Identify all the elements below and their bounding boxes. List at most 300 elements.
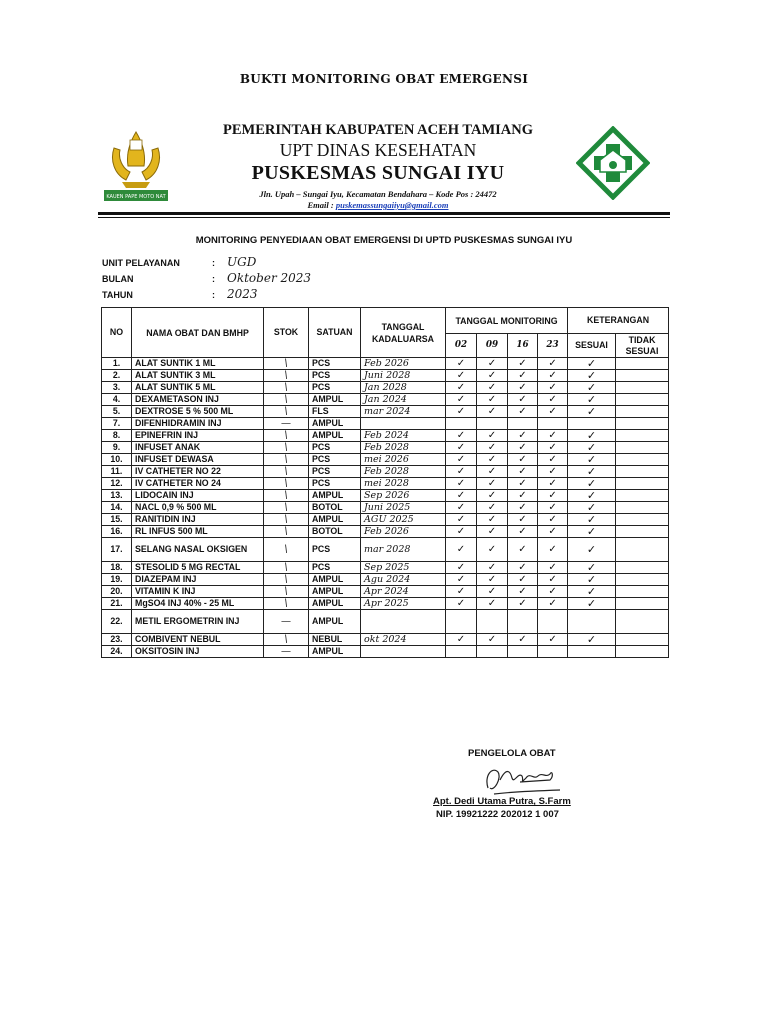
row-check-day1: ✓ <box>446 538 477 562</box>
row-no: 13. <box>102 490 132 502</box>
row-check-day1: ✓ <box>446 430 477 442</box>
row-check-day2: ✓ <box>477 490 508 502</box>
row-check-day3: ✓ <box>508 478 538 490</box>
row-satuan: PCS <box>309 358 361 370</box>
row-satuan: PCS <box>309 478 361 490</box>
email-link[interactable]: puskemassungaiiyu@gmail.com <box>335 200 449 210</box>
row-check-day2: ✓ <box>477 370 508 382</box>
tahun-label: TAHUN <box>102 290 133 300</box>
row-check-day3: ✓ <box>508 586 538 598</box>
row-expiry: Juni 2025 <box>361 502 446 514</box>
row-check-day1: ✓ <box>446 478 477 490</box>
letterhead-rule-thin <box>98 217 670 218</box>
row-expiry <box>361 646 446 658</box>
row-satuan: AMPUL <box>309 430 361 442</box>
row-sesuai: ✓ <box>568 382 616 394</box>
table-row <box>102 382 669 394</box>
row-check-day3 <box>508 418 538 430</box>
row-nama: ALAT SUNTIK 5 ML <box>132 382 264 394</box>
row-check-day3 <box>508 646 538 658</box>
row-stok: \ <box>264 586 309 598</box>
row-check-day1: ✓ <box>446 574 477 586</box>
row-check-day1 <box>446 646 477 658</box>
row-sesuai: ✓ <box>568 586 616 598</box>
row-tidak-sesuai <box>616 394 669 406</box>
header-day-1: 02 <box>446 334 477 358</box>
row-nama: DEXTROSE 5 % 500 ML <box>132 406 264 418</box>
row-expiry: Apr 2024 <box>361 586 446 598</box>
row-sesuai: ✓ <box>568 514 616 526</box>
bulan-label: BULAN <box>102 274 134 284</box>
row-no: 15. <box>102 514 132 526</box>
row-stok: \ <box>264 490 309 502</box>
row-tidak-sesuai <box>616 418 669 430</box>
letterhead-rule-thick <box>98 212 670 215</box>
row-expiry: Jan 2024 <box>361 394 446 406</box>
table-row <box>102 394 669 406</box>
row-expiry: Sep 2026 <box>361 490 446 502</box>
row-nama: RANITIDIN INJ <box>132 514 264 526</box>
table-row <box>102 466 669 478</box>
row-check-day4: ✓ <box>538 406 568 418</box>
table-row <box>102 358 669 370</box>
row-check-day3: ✓ <box>508 406 538 418</box>
row-check-day4 <box>538 610 568 634</box>
row-no: 12. <box>102 478 132 490</box>
row-tidak-sesuai <box>616 538 669 562</box>
row-sesuai: ✓ <box>568 430 616 442</box>
row-sesuai: ✓ <box>568 466 616 478</box>
letterhead-line1: PEMERINTAH KABUPATEN ACEH TAMIANG <box>222 122 534 138</box>
row-stok: — <box>264 418 309 430</box>
row-tidak-sesuai <box>616 646 669 658</box>
row-check-day2: ✓ <box>477 394 508 406</box>
row-tidak-sesuai <box>616 526 669 538</box>
row-sesuai: ✓ <box>568 598 616 610</box>
row-check-day4: ✓ <box>538 526 568 538</box>
row-check-day4: ✓ <box>538 382 568 394</box>
row-sesuai: ✓ <box>568 562 616 574</box>
row-tidak-sesuai <box>616 502 669 514</box>
row-check-day2 <box>477 646 508 658</box>
monitoring-table <box>101 307 669 658</box>
row-satuan: PCS <box>309 538 361 562</box>
signature-nip: NIP. 19921222 202012 1 007 <box>436 809 559 820</box>
row-expiry: mei 2026 <box>361 454 446 466</box>
row-check-day4: ✓ <box>538 358 568 370</box>
row-check-day3: ✓ <box>508 370 538 382</box>
tahun-colon: : <box>212 290 215 300</box>
row-check-day2 <box>477 610 508 634</box>
row-no: 21. <box>102 598 132 610</box>
header-day-3: 16 <box>508 334 538 358</box>
row-check-day2: ✓ <box>477 634 508 646</box>
row-satuan: PCS <box>309 562 361 574</box>
row-check-day2: ✓ <box>477 598 508 610</box>
row-stok: \ <box>264 478 309 490</box>
row-check-day1: ✓ <box>446 490 477 502</box>
row-stok: \ <box>264 406 309 418</box>
bulan-colon: : <box>212 274 215 284</box>
row-expiry: Apr 2025 <box>361 598 446 610</box>
letterhead <box>98 104 670 214</box>
row-stok: \ <box>264 514 309 526</box>
row-check-day4 <box>538 646 568 658</box>
header-keterangan: KETERANGAN <box>568 308 669 334</box>
header-stok: STOK <box>264 308 309 358</box>
row-check-day1: ✓ <box>446 526 477 538</box>
row-no: 9. <box>102 442 132 454</box>
row-check-day4: ✓ <box>538 466 568 478</box>
header-sesuai: SESUAI <box>568 334 616 358</box>
row-satuan: PCS <box>309 466 361 478</box>
table-row <box>102 406 669 418</box>
row-no: 22. <box>102 610 132 634</box>
row-expiry: Feb 2026 <box>361 358 446 370</box>
row-check-day2: ✓ <box>477 502 508 514</box>
table-row <box>102 538 669 562</box>
row-no: 23. <box>102 634 132 646</box>
row-check-day4: ✓ <box>538 634 568 646</box>
row-nama: NACL 0,9 % 500 ML <box>132 502 264 514</box>
row-check-day1 <box>446 418 477 430</box>
row-stok: \ <box>264 526 309 538</box>
row-stok: \ <box>264 562 309 574</box>
row-expiry: Agu 2024 <box>361 574 446 586</box>
letterhead-line3: PUSKESMAS SUNGAI IYU <box>251 162 505 184</box>
row-no: 17. <box>102 538 132 562</box>
email-label: Email : <box>307 200 336 210</box>
table-row <box>102 478 669 490</box>
header-tanggal-monitoring: TANGGAL MONITORING <box>446 308 568 334</box>
row-stok: \ <box>264 574 309 586</box>
row-sesuai: ✓ <box>568 526 616 538</box>
row-satuan: FLS <box>309 406 361 418</box>
row-check-day4: ✓ <box>538 430 568 442</box>
row-check-day3: ✓ <box>508 454 538 466</box>
row-check-day3: ✓ <box>508 382 538 394</box>
row-nama: SELANG NASAL OKSIGEN <box>132 538 264 562</box>
table-row <box>102 646 669 658</box>
row-tidak-sesuai <box>616 454 669 466</box>
row-check-day2: ✓ <box>477 454 508 466</box>
row-sesuai: ✓ <box>568 370 616 382</box>
row-sesuai: ✓ <box>568 538 616 562</box>
table-row <box>102 442 669 454</box>
row-check-day4: ✓ <box>538 574 568 586</box>
table-row <box>102 610 669 634</box>
row-stok: \ <box>264 430 309 442</box>
row-check-day3: ✓ <box>508 574 538 586</box>
table-row <box>102 454 669 466</box>
row-expiry: Feb 2026 <box>361 526 446 538</box>
row-check-day2: ✓ <box>477 442 508 454</box>
row-check-day3: ✓ <box>508 538 538 562</box>
row-nama: OKSITOSIN INJ <box>132 646 264 658</box>
row-stok: \ <box>264 370 309 382</box>
signature-name: Apt. Dedi Utama Putra, S.Farm <box>433 796 571 807</box>
row-sesuai: ✓ <box>568 634 616 646</box>
letterhead-line2: UPT DINAS KESEHATAN <box>279 140 477 160</box>
row-check-day1: ✓ <box>446 634 477 646</box>
row-expiry: Feb 2024 <box>361 430 446 442</box>
row-check-day3: ✓ <box>508 502 538 514</box>
header-day-2: 09 <box>477 334 508 358</box>
row-no: 16. <box>102 526 132 538</box>
row-check-day2: ✓ <box>477 406 508 418</box>
row-tidak-sesuai <box>616 430 669 442</box>
form-subtitle: MONITORING PENYEDIAAN OBAT EMERGENSI DI UPTD PUSKESMAS SUNGAI IYU <box>195 235 573 246</box>
row-check-day3: ✓ <box>508 442 538 454</box>
row-check-day2: ✓ <box>477 466 508 478</box>
table-row <box>102 430 669 442</box>
row-check-day4: ✓ <box>538 514 568 526</box>
row-expiry: Feb 2028 <box>361 442 446 454</box>
row-check-day3: ✓ <box>508 394 538 406</box>
row-check-day2: ✓ <box>477 382 508 394</box>
row-nama: STESOLID 5 MG RECTAL <box>132 562 264 574</box>
row-check-day4: ✓ <box>538 370 568 382</box>
row-stok: \ <box>264 634 309 646</box>
row-satuan: AMPUL <box>309 514 361 526</box>
row-check-day1: ✓ <box>446 466 477 478</box>
row-stok: — <box>264 646 309 658</box>
row-satuan: NEBUL <box>309 634 361 646</box>
row-nama: EPINEFRIN INJ <box>132 430 264 442</box>
row-check-day2: ✓ <box>477 574 508 586</box>
row-check-day3: ✓ <box>508 430 538 442</box>
row-check-day4 <box>538 418 568 430</box>
table-row <box>102 562 669 574</box>
row-check-day1: ✓ <box>446 394 477 406</box>
row-no: 5. <box>102 406 132 418</box>
row-sesuai: ✓ <box>568 394 616 406</box>
header-tanggal-kadaluarsa: TANGGAL KADALUARSA <box>361 308 446 358</box>
row-stok: \ <box>264 454 309 466</box>
row-check-day3 <box>508 610 538 634</box>
row-sesuai: ✓ <box>568 454 616 466</box>
document-title: BUKTI MONITORING OBAT EMERGENSI <box>239 72 529 86</box>
row-check-day4: ✓ <box>538 598 568 610</box>
row-expiry: Feb 2028 <box>361 466 446 478</box>
row-nama: IV CATHETER NO 22 <box>132 466 264 478</box>
row-tidak-sesuai <box>616 634 669 646</box>
row-nama: DIFENHIDRAMIN INJ <box>132 418 264 430</box>
row-check-day1: ✓ <box>446 514 477 526</box>
row-no: 1. <box>102 358 132 370</box>
row-satuan: AMPUL <box>309 394 361 406</box>
row-nama: LIDOCAIN INJ <box>132 490 264 502</box>
row-check-day1: ✓ <box>446 358 477 370</box>
signature-title: PENGELOLA OBAT <box>468 748 556 759</box>
row-sesuai: ✓ <box>568 478 616 490</box>
row-no: 14. <box>102 502 132 514</box>
row-check-day3: ✓ <box>508 490 538 502</box>
table-row <box>102 574 669 586</box>
row-check-day1: ✓ <box>446 406 477 418</box>
row-stok: \ <box>264 538 309 562</box>
header-nama: NAMA OBAT DAN BMHP <box>132 308 264 358</box>
row-satuan: PCS <box>309 442 361 454</box>
row-no: 24. <box>102 646 132 658</box>
row-sesuai <box>568 418 616 430</box>
unit-value: UGD <box>227 255 257 269</box>
row-check-day4: ✓ <box>538 478 568 490</box>
row-nama: ALAT SUNTIK 3 ML <box>132 370 264 382</box>
row-no: 10. <box>102 454 132 466</box>
row-check-day4: ✓ <box>538 502 568 514</box>
row-expiry: okt 2024 <box>361 634 446 646</box>
table-row <box>102 598 669 610</box>
row-nama: DIAZEPAM INJ <box>132 574 264 586</box>
row-satuan: AMPUL <box>309 574 361 586</box>
row-stok: \ <box>264 382 309 394</box>
row-check-day2: ✓ <box>477 514 508 526</box>
row-check-day2: ✓ <box>477 478 508 490</box>
header-day-4: 23 <box>538 334 568 358</box>
table-row <box>102 514 669 526</box>
row-no: 3. <box>102 382 132 394</box>
row-check-day3: ✓ <box>508 562 538 574</box>
row-check-day3: ✓ <box>508 358 538 370</box>
row-check-day4: ✓ <box>538 454 568 466</box>
row-check-day2: ✓ <box>477 358 508 370</box>
row-no: 20. <box>102 586 132 598</box>
row-sesuai: ✓ <box>568 502 616 514</box>
row-no: 4. <box>102 394 132 406</box>
row-check-day2 <box>477 418 508 430</box>
table-row <box>102 586 669 598</box>
puskesmas-green-cross-icon <box>576 126 650 200</box>
letterhead-email-line <box>178 200 578 210</box>
row-check-day4: ✓ <box>538 562 568 574</box>
row-expiry <box>361 610 446 634</box>
row-nama: METIL ERGOMETRIN INJ <box>132 610 264 634</box>
row-satuan: PCS <box>309 382 361 394</box>
row-check-day2: ✓ <box>477 586 508 598</box>
row-sesuai <box>568 646 616 658</box>
row-expiry: Jan 2028 <box>361 382 446 394</box>
row-no: 19. <box>102 574 132 586</box>
unit-label: UNIT PELAYANAN <box>102 258 180 268</box>
row-stok: \ <box>264 598 309 610</box>
row-satuan: PCS <box>309 370 361 382</box>
row-check-day2: ✓ <box>477 538 508 562</box>
header-tidak-sesuai: TIDAK SESUAI <box>616 334 669 358</box>
row-tidak-sesuai <box>616 586 669 598</box>
row-tidak-sesuai <box>616 370 669 382</box>
row-tidak-sesuai <box>616 610 669 634</box>
row-expiry <box>361 418 446 430</box>
row-satuan: AMPUL <box>309 646 361 658</box>
row-check-day2: ✓ <box>477 562 508 574</box>
row-stok: — <box>264 610 309 634</box>
table-row <box>102 418 669 430</box>
tahun-value: 2023 <box>227 287 258 301</box>
row-expiry: AGU 2025 <box>361 514 446 526</box>
row-check-day1: ✓ <box>446 586 477 598</box>
row-expiry: Sep 2025 <box>361 562 446 574</box>
row-expiry: Juni 2028 <box>361 370 446 382</box>
row-expiry: mei 2028 <box>361 478 446 490</box>
row-stok: \ <box>264 502 309 514</box>
row-satuan: AMPUL <box>309 586 361 598</box>
row-check-day2: ✓ <box>477 526 508 538</box>
row-satuan: AMPUL <box>309 610 361 634</box>
row-nama: VITAMIN K INJ <box>132 586 264 598</box>
aceh-tamiang-crest-icon <box>100 126 172 204</box>
row-tidak-sesuai <box>616 562 669 574</box>
row-check-day4: ✓ <box>538 442 568 454</box>
row-check-day4: ✓ <box>538 394 568 406</box>
letterhead-text <box>178 122 578 210</box>
row-check-day3: ✓ <box>508 598 538 610</box>
row-stok: \ <box>264 358 309 370</box>
row-tidak-sesuai <box>616 490 669 502</box>
letterhead-address: Jln. Upah – Sungai Iyu, Kecamatan Bendahara – Kode Pos : 24472 <box>259 189 497 199</box>
header-no: NO <box>102 308 132 358</box>
row-check-day1: ✓ <box>446 454 477 466</box>
row-tidak-sesuai <box>616 442 669 454</box>
row-no: 8. <box>102 430 132 442</box>
row-tidak-sesuai <box>616 466 669 478</box>
row-nama: INFUSET DEWASA <box>132 454 264 466</box>
row-check-day1: ✓ <box>446 370 477 382</box>
row-nama: MgSO4 INJ 40% - 25 ML <box>132 598 264 610</box>
row-stok: \ <box>264 394 309 406</box>
row-no: 2. <box>102 370 132 382</box>
row-check-day1 <box>446 610 477 634</box>
row-check-day1: ✓ <box>446 502 477 514</box>
row-tidak-sesuai <box>616 514 669 526</box>
row-check-day4: ✓ <box>538 586 568 598</box>
row-nama: COMBIVENT NEBUL <box>132 634 264 646</box>
row-satuan: PCS <box>309 454 361 466</box>
row-sesuai: ✓ <box>568 358 616 370</box>
row-tidak-sesuai <box>616 406 669 418</box>
bulan-value: Oktober 2023 <box>227 271 312 285</box>
row-stok: \ <box>264 466 309 478</box>
unit-colon: : <box>212 258 215 268</box>
row-tidak-sesuai <box>616 382 669 394</box>
row-tidak-sesuai <box>616 358 669 370</box>
row-no: 7. <box>102 418 132 430</box>
table-body <box>102 358 669 658</box>
row-satuan: AMPUL <box>309 418 361 430</box>
row-check-day1: ✓ <box>446 562 477 574</box>
row-tidak-sesuai <box>616 574 669 586</box>
row-no: 18. <box>102 562 132 574</box>
row-no: 11. <box>102 466 132 478</box>
table-row <box>102 502 669 514</box>
table-row <box>102 634 669 646</box>
row-nama: DEXAMETASON INJ <box>132 394 264 406</box>
row-check-day1: ✓ <box>446 442 477 454</box>
row-tidak-sesuai <box>616 598 669 610</box>
row-satuan: AMPUL <box>309 598 361 610</box>
row-check-day3: ✓ <box>508 634 538 646</box>
row-expiry: mar 2024 <box>361 406 446 418</box>
row-nama: RL INFUS 500 ML <box>132 526 264 538</box>
row-check-day3: ✓ <box>508 514 538 526</box>
row-nama: IV CATHETER NO 24 <box>132 478 264 490</box>
row-nama: INFUSET ANAK <box>132 442 264 454</box>
row-satuan: BOTOL <box>309 526 361 538</box>
row-stok: \ <box>264 442 309 454</box>
row-satuan: BOTOL <box>309 502 361 514</box>
row-tidak-sesuai <box>616 478 669 490</box>
row-sesuai: ✓ <box>568 442 616 454</box>
